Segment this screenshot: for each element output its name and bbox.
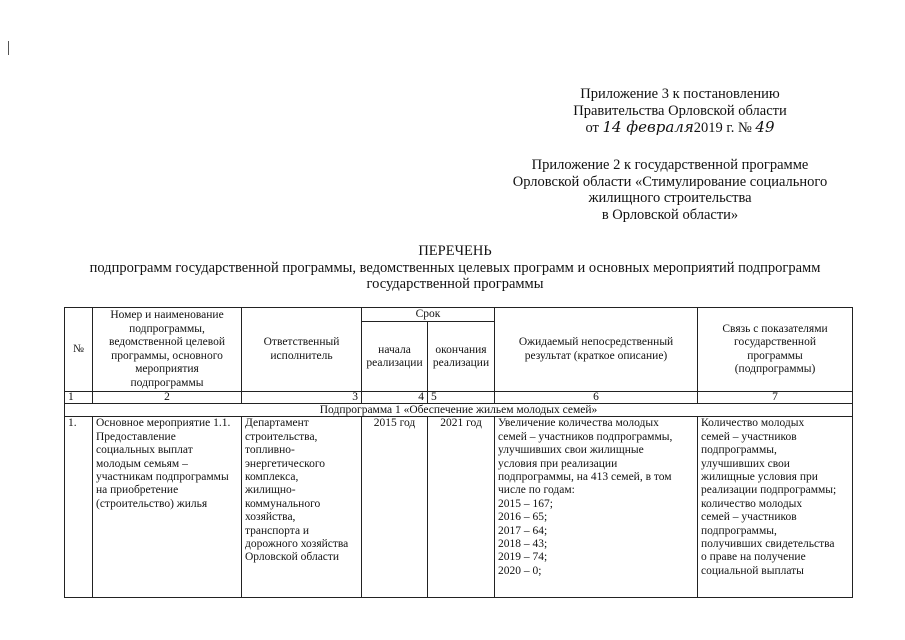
appendix-2-block [480,157,860,223]
row-start: 2015 год [362,417,428,598]
appendix-3-line2: Правительства Орловской области [573,102,787,119]
col-number-3: 3 [242,392,362,404]
subprogram-row [65,404,853,417]
appendix-2-line2: Орловской области «Стимулирование социального [512,173,828,190]
row-link: Количество молодых семей – участников подпрограммы, улучшивших свои жилищные условия при реализации подпрограммы; количество молодых семей – участников подпрограммы, получивших свидетельства о праве на получение социальной выплаты [698,417,853,598]
document-title [40,243,870,293]
title-line2: подпрограмм государственной программы, ведомственных целевых программ и основных мероприятий подпрограмм [89,259,821,276]
col-number-1: 1 [65,392,93,404]
date-year: 2019 г. № [693,120,752,136]
title-heading: ПЕРЕЧЕНЬ [418,243,492,259]
row-name: Основное мероприятие 1.1. Предоставление социальных выплат молодым семьям – участникам подпрограммы на приобретение (строительство) жилья [93,417,242,598]
appendix-3-line1: Приложение 3 к постановлению [580,86,780,102]
appendix-2-line1: Приложение 2 к государственной программе [531,157,809,173]
header-term: Срок [362,308,495,322]
header-num: № [65,308,93,392]
row-num: 1. [65,417,93,598]
appendix-3-block [520,86,840,137]
margin-mark [8,41,9,55]
col-number-6: 6 [495,392,698,404]
title-line3: государственной программы [366,276,544,292]
header-name: Номер и наименование подпрограммы, ведомственной целевой программы, основного мероприятия подпрограммы [93,308,242,392]
col-number-7: 7 [698,392,853,404]
row-end: 2021 год [428,417,495,598]
col-number-2: 2 [93,392,242,404]
header-end: окончания реализации [428,322,495,392]
header-start: начала реализации [362,322,428,392]
date-prefix: от [585,120,599,136]
handwritten-month: февраля [626,118,694,136]
handwritten-date [603,118,694,136]
header-result: Ожидаемый непосредственный результат (краткое описание) [495,308,698,392]
header-link: Связь с показателями государственной программы (подпрограммы) [698,308,853,392]
column-numbers-row [65,392,853,404]
appendix-2-line4: в Орловской области» [601,206,739,223]
handwritten-number: 49 [755,118,775,136]
col-number-5: 5 [428,392,495,404]
header-executor: Ответственный исполнитель [242,308,362,392]
row-result: Увеличение количества молодых семей – участников подпрограммы, улучшивших свои жилищные условия при реализации подпрограммы, на 413 семей, в том числе по годам: 2015 – 167; 2016 – 65; 2017 – 64; 2018 – 43; 2019 – 74; 2020 – 0; [495,417,698,598]
appendix-3-date-line [520,119,840,137]
subprogram-title: Подпрограмма 1 «Обеспечение жильем молодых семей» [65,404,853,417]
programs-table [64,307,853,598]
col-number-4: 4 [362,392,428,404]
table-row [65,417,853,598]
appendix-2-line3: жилищного строительства [588,190,752,206]
handwritten-day: 14 [602,118,622,136]
row-executor: Департамент строительства, топливно- энергетического комплекса, жилищно- коммунального хозяйства, транспорта и дорожного хозяйства Орловской области [242,417,362,598]
